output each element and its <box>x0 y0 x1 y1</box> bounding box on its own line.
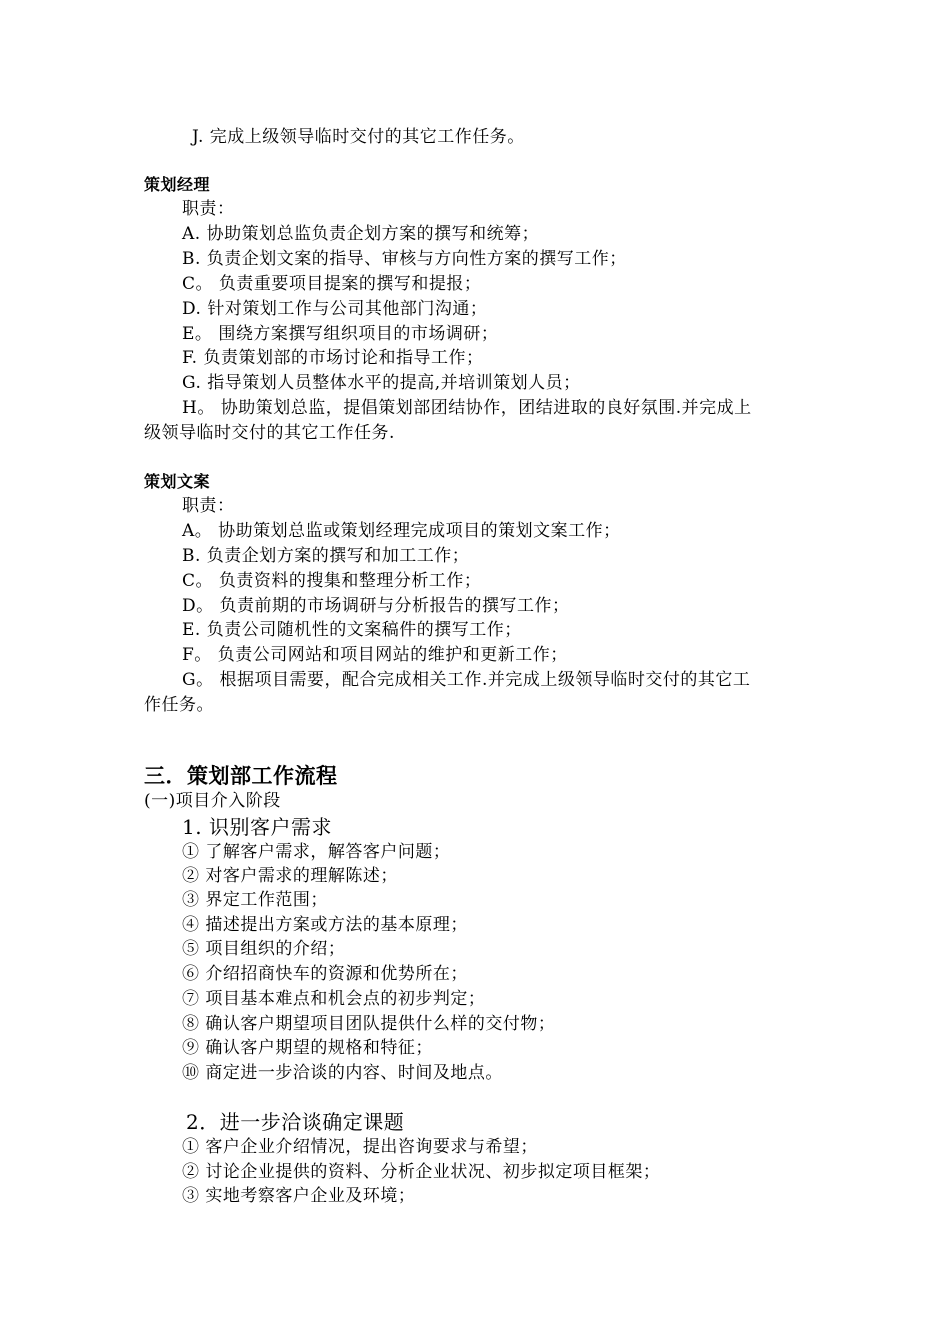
stage-label: (一)项目介入阶段 <box>144 791 281 811</box>
section-heading-workflow: 三．策划部工作流程 <box>144 764 338 788</box>
subsection-heading: 1. 识别客户需求 <box>182 815 332 839</box>
list-item: ③ 实地考察客户企业及环境； <box>182 1186 416 1206</box>
duty-item-continuation: 级领导临时交付的其它工作任务. <box>144 423 395 443</box>
list-item: ⑧ 确认客户期望项目团队提供什么样的交付物； <box>182 1014 556 1034</box>
duty-item: D. 针对策划工作与公司其他部门沟通； <box>182 299 488 319</box>
duty-item: B. 负责企划方案的撰写和加工工作； <box>182 546 470 566</box>
list-item: ③ 界定工作范围； <box>182 890 328 910</box>
list-item: ⑨ 确认客户期望的规格和特征； <box>182 1038 433 1058</box>
duty-item: A。 协助策划总监或策划经理完成项目的策划文案工作； <box>182 521 621 541</box>
duty-item: G。 根据项目需要，配合完成相关工作.并完成上级领导临时交付的其它工 <box>182 670 751 690</box>
list-item: ① 了解客户需求，解答客户问题； <box>182 842 451 862</box>
duty-item: G. 指导策划人员整体水平的提高,并培训策划人员； <box>182 373 581 393</box>
duty-item: F。 负责公司网站和项目网站的维护和更新工作； <box>182 645 568 665</box>
duty-item-j: J. 完成上级领导临时交付的其它工作任务。 <box>192 127 525 147</box>
duty-item: A. 协助策划总监负责企划方案的撰写和统筹； <box>182 224 540 244</box>
duty-label: 职责： <box>182 496 235 516</box>
list-item: ④ 描述提出方案或方法的基本原理； <box>182 915 468 935</box>
duty-item: C。 负责资料的搜集和整理分析工作； <box>182 571 482 591</box>
list-item: ⑥ 介绍招商快车的资源和优势所在； <box>182 964 468 984</box>
list-item: ② 对客户需求的理解陈述； <box>182 866 398 886</box>
duty-item: B. 负责企划文案的指导、审核与方向性方案的撰写工作； <box>182 249 627 269</box>
list-item: ⑦ 项目基本难点和机会点的初步判定； <box>182 989 486 1009</box>
section-title-manager: 策划经理 <box>144 175 211 194</box>
duty-item: F. 负责策划部的市场讨论和指导工作； <box>182 348 484 368</box>
list-item: ⑤ 项目组织的介绍； <box>182 939 346 959</box>
subsection-heading: 2．进一步洽谈确定课题 <box>186 1110 405 1134</box>
list-item: ② 讨论企业提供的资料、分析企业状况、初步拟定项目框架； <box>182 1162 661 1182</box>
duty-item: D。 负责前期的市场调研与分析报告的撰写工作； <box>182 596 570 616</box>
list-item: ⑩ 商定进一步洽谈的内容、时间及地点。 <box>182 1063 503 1083</box>
section-title-copywriter: 策划文案 <box>144 472 211 491</box>
duty-label: 职责： <box>182 199 235 219</box>
duty-item: C。 负责重要项目提案的撰写和提报； <box>182 274 482 294</box>
duty-item: E。 围绕方案撰写组织项目的市场调研； <box>182 324 499 344</box>
duty-item: E. 负责公司随机性的文案稿件的撰写工作； <box>182 620 522 640</box>
duty-item: H。 协助策划总监，提倡策划部团结协作，团结进取的良好氛围.并完成上 <box>182 398 752 418</box>
duty-item-continuation: 作任务。 <box>144 695 214 715</box>
list-item: ① 客户企业介绍情况，提出咨询要求与希望； <box>182 1137 538 1157</box>
